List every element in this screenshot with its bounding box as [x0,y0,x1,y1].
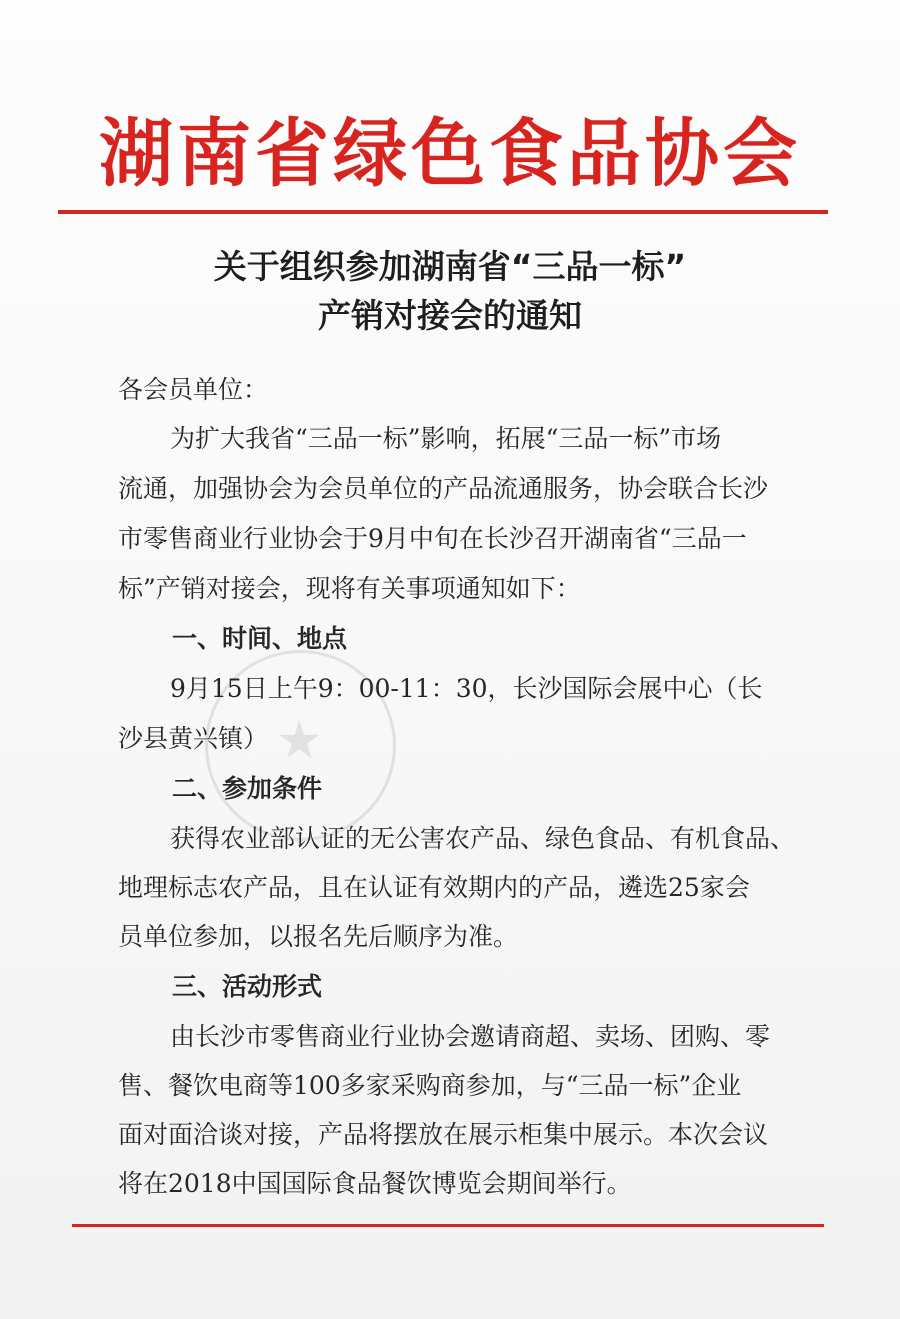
document-title-line-2: 产销对接会的通知 [318,296,582,335]
intro-line: 市零售商业行业协会于9月中旬在长沙召开湖南省“三品一 [118,524,747,553]
footer-red-rule [72,1224,824,1227]
section-2-line: 获得农业部认证的无公害农产品、绿色食品、有机食品、 [170,824,796,853]
salutation: 各会员单位： [118,375,269,404]
section-1-heading: 一、时间、地点 [172,624,348,653]
intro-line: 流通，加强协会为会员单位的产品流通服务，协会联合长沙 [118,474,769,503]
section-3-line: 面对面洽谈对接，产品将摆放在展示柜集中展示。本次会议 [118,1120,769,1149]
letterhead-red-rule [58,210,828,214]
section-1-line: 9月15日上午9：00-11：30，长沙国际会展中心（长 [170,674,763,703]
intro-line: 标”产销对接会，现将有关事项通知如下： [118,574,581,603]
section-3-line: 售、餐饮电商等100多家采购商参加，与“三品一标”企业 [118,1071,742,1100]
document-title-line-1: 关于组织参加湖南省“三品一标” [213,247,687,286]
section-2-line: 地理标志农产品，且在认证有效期内的产品，遴选25家会 [118,873,750,902]
section-3-heading: 三、活动形式 [172,972,323,1001]
section-1-line: 沙县黄兴镇） [118,724,269,753]
section-2-line: 员单位参加，以报名先后顺序为准。 [118,922,519,951]
letterhead-organization: 湖南省绿色食品协会 [99,111,801,197]
seal-star-icon: ★ [276,711,323,771]
section-2-heading: 二、参加条件 [172,774,323,803]
section-3-line: 将在2018中国国际食品餐饮博览会期间举行。 [118,1169,632,1198]
section-3-line: 由长沙市零售商业行业协会邀请商超、卖场、团购、零 [170,1022,771,1051]
intro-line: 为扩大我省“三品一标”影响，拓展“三品一标”市场 [170,424,722,453]
